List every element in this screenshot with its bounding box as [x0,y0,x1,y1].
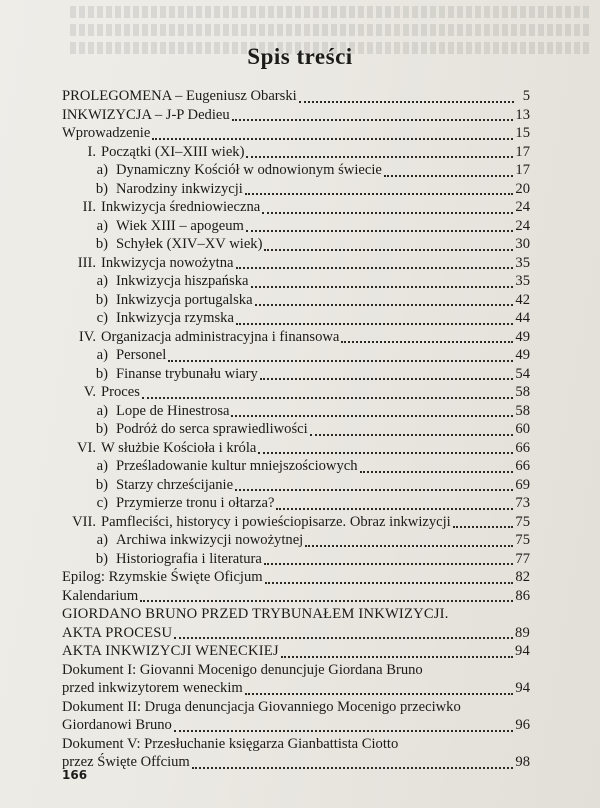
entry-title: Proces [101,384,140,400]
toc-entry [62,143,530,162]
entry-number: b) [95,180,108,197]
toc-entry [62,180,530,199]
entry-page: 17 [515,143,530,160]
entry-page: 73 [515,495,530,511]
toc-entry [62,735,530,754]
entry-title: Archiwa inkwizycji nowożytnej [116,532,304,548]
toc-entry [62,698,530,717]
entry-number: b) [95,365,108,382]
entry-page: 96 [515,717,530,733]
entry-title: Inkwizycja hiszpańska [116,273,249,289]
table-of-contents [62,87,530,772]
entry-number: IV. [78,328,96,345]
entry-number: a) [96,402,108,419]
entry-number: c) [96,310,108,326]
entry-title: Dokument II: Druga denuncjacja Giovanniego Mocenigo przeciwko [62,698,461,715]
entry-number: VII. [72,513,96,530]
entry-page: 54 [515,365,530,382]
entry-number: b) [95,236,108,252]
entry-title: Podróż do serca sprawiedliwości [116,421,308,437]
entry-page: 17 [515,162,530,178]
entry-title: Narodziny inkwizycji [116,180,243,197]
entry-page: 13 [515,106,530,123]
entry-title: Dynamiczny Kościół w odnowionym świecie [116,162,382,178]
entry-number: c) [96,495,108,511]
entry-title: GIORDANO BRUNO PRZED TRYBUNAŁEM INKWIZYCJI. [62,606,449,622]
toc-entry [62,217,530,236]
toc-entry [62,254,530,273]
entry-page: 94 [515,643,530,659]
entry-title: INKWIZYCJA – J-P Dedieu [62,106,230,123]
entry-title: Epilog: Rzymskie Święte Oficjum [62,569,263,585]
entry-title: Historiografia i literatura [116,550,262,567]
entry-title: Schyłek (XIV–XV wiek) [116,236,263,252]
entry-page: 58 [515,402,530,419]
toc-entry [62,679,530,698]
entry-page: 42 [515,291,530,308]
entry-title: Inkwizycja portugalska [116,291,253,308]
entry-page: 69 [515,476,530,493]
entry-title: PROLEGOMENA – Eugeniusz Obarski [62,88,297,104]
entry-number: a) [96,162,108,178]
entry-number: VI. [76,439,96,456]
toc-entry [62,531,530,550]
entry-page: 44 [515,310,530,326]
entry-number: a) [96,347,108,363]
entry-page: 24 [515,217,530,234]
entry-title: Inkwizycja nowożytna [101,254,234,271]
entry-title: Kalendarium [62,587,139,604]
entry-title: W służbie Kościoła i króla [101,439,257,456]
entry-page: 94 [515,680,530,696]
toc-entry [62,605,530,624]
entry-title: Wprowadzenie [62,125,151,141]
toc-entry [62,309,530,328]
entry-title: Wiek XIII – apogeum [116,217,244,234]
entry-title: przez Święte Offcium [62,754,190,770]
entry-title: Przymierze tronu i ołtarza? [116,495,275,511]
entry-number: b) [95,421,108,437]
toc-entry [62,198,530,217]
entry-number: I. [87,143,96,160]
entry-page: 15 [515,125,530,141]
toc-entry [62,161,530,180]
entry-title: AKTA INKWIZYCJI WENECKIEJ [62,643,279,659]
entry-number: b) [95,550,108,567]
entry-title: Początki (XI–XIII wiek) [101,143,245,160]
entry-page: 75 [515,513,530,530]
entry-page: 20 [515,180,530,197]
toc-entry [62,272,530,291]
entry-title: Pamfleciści, historycy i powieściopisarze. Obraz inkwizycji [101,513,451,530]
entry-number: V. [83,384,96,400]
entry-page: 98 [515,754,530,770]
entry-title: przed inkwizytorem weneckim [62,680,243,696]
toc-entry [62,568,530,587]
entry-title: Inkwizycja rzymska [116,310,234,326]
entry-number: a) [96,217,108,234]
entry-number: b) [95,476,108,493]
entry-page: 60 [515,421,530,437]
toc-entry [62,587,530,606]
entry-page: 86 [515,587,530,604]
toc-entry [62,716,530,735]
toc-entry [62,494,530,513]
entry-page: 30 [515,236,530,252]
entry-page: 49 [515,347,530,363]
toc-entry [62,513,530,532]
entry-number: a) [96,273,108,289]
entry-page: 24 [515,199,530,215]
page-number: 166 [62,768,88,782]
entry-number: III. [77,254,96,271]
entry-title: AKTA PROCESU [62,624,173,641]
toc-entry [62,106,530,125]
entry-title: Inkwizycja średniowieczna [101,199,261,215]
toc-entry [62,624,530,643]
entry-number: b) [95,291,108,308]
toc-entry [62,439,530,458]
entry-number: II. [82,199,96,215]
toc-entry [62,365,530,384]
entry-page: 66 [515,458,530,474]
toc-entry [62,383,530,402]
entry-number: a) [96,532,108,548]
entry-page: 66 [515,439,530,456]
toc-entry [62,457,530,476]
entry-page: 5 [522,88,530,104]
entry-title: Prześladowanie kultur mniejszościowych [116,458,358,474]
entry-page: 89 [515,624,530,641]
toc-entry [62,420,530,439]
toc-entry [62,346,530,365]
entry-title: Dokument I: Giovanni Mocenigo denuncjuje Giordana Bruno [62,661,423,678]
toc-entry [62,328,530,347]
toc-entry [62,235,530,254]
toc-entry [62,87,530,106]
entry-title: Lope de Hinestrosa [116,402,230,419]
entry-title: Finanse trybunału wiary [116,365,258,382]
entry-number: a) [96,458,108,474]
entry-page: 35 [515,254,530,271]
entry-page: 75 [515,532,530,548]
toc-heading: Spis treści [247,44,353,69]
entry-page: 77 [515,550,530,567]
toc-entry [62,753,530,772]
entry-title: Organizacja administracyjna i finansowa [101,328,340,345]
toc-entry [62,476,530,495]
entry-title: Starzy chrześcijanie [116,476,234,493]
entry-title: Dokument V: Przesłuchanie księgarza Gianbattista Ciotto [62,735,399,752]
toc-entry [62,402,530,421]
entry-page: 35 [515,273,530,289]
toc-entry [62,124,530,143]
toc-entry [62,661,530,680]
entry-page: 82 [515,569,530,585]
toc-entry [62,642,530,661]
entry-title: Giordanowi Bruno [62,717,172,733]
toc-entry [62,291,530,310]
entry-page: 58 [515,384,530,400]
toc-entry [62,550,530,569]
entry-page: 49 [515,328,530,345]
entry-title: Personel [116,347,167,363]
